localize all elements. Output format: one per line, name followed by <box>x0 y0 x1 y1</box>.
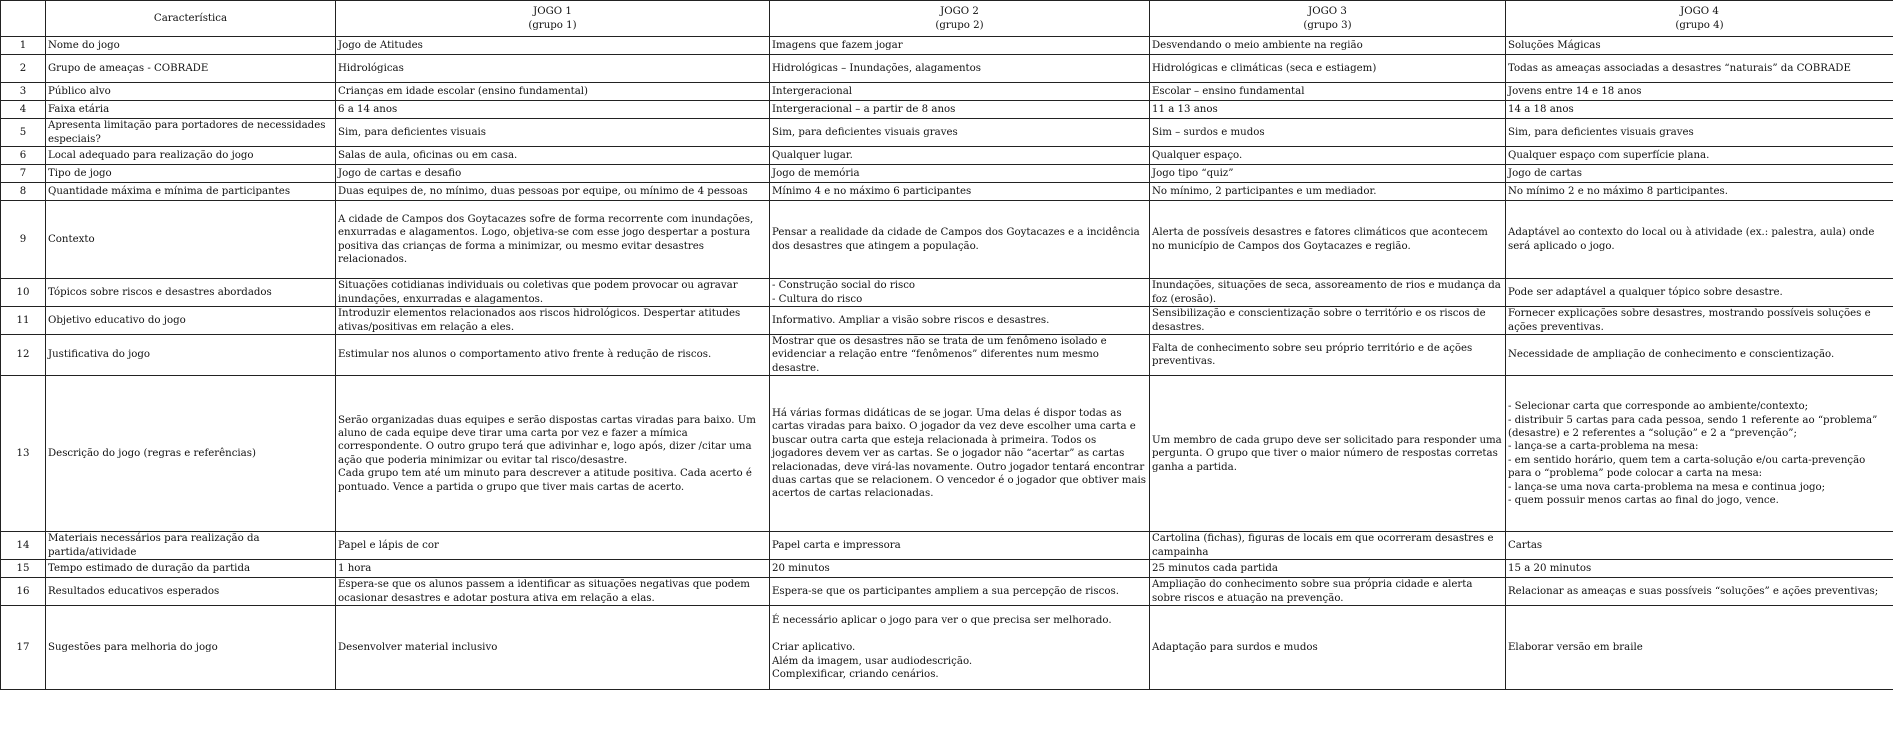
cell-jogo-4: Cartas <box>1506 532 1893 560</box>
cell-jogo-2: 20 minutos <box>770 560 1150 578</box>
row-number: 6 <box>1 147 46 165</box>
cell-jogo-2: Mínimo 4 e no máximo 6 participantes <box>770 183 1150 201</box>
row-label: Faixa etária <box>46 101 336 119</box>
cell-jogo-3: Adaptação para surdos e mudos <box>1150 606 1506 690</box>
row-label: Tempo estimado de duração da partida <box>46 560 336 578</box>
row-number: 12 <box>1 335 46 376</box>
row-label: Tipo de jogo <box>46 165 336 183</box>
table-row <box>1 279 1893 307</box>
row-number: 3 <box>1 83 46 101</box>
row-label: Grupo de ameaças - COBRADE <box>46 55 336 83</box>
cell-jogo-1: Espera-se que os alunos passem a identificar as situações negativas que podem ocasionar desastres e adotar postura ativa em relação a elas. <box>336 578 770 606</box>
row-number: 7 <box>1 165 46 183</box>
cell-jogo-2: Papel carta e impressora <box>770 532 1150 560</box>
cell-jogo-2: É necessário aplicar o jogo para ver o que precisa ser melhorado. Criar aplicativo. Além da imagem, usar audiodescrição. Complexificar, criando cenários. <box>770 606 1150 690</box>
table-row <box>1 119 1893 147</box>
table-row <box>1 560 1893 578</box>
cell-jogo-1: A cidade de Campos dos Goytacazes sofre de forma recorrente com inundações, enxurradas e alagamentos. Logo, objetiva-se com esse jogo despertar a postura positiva das crianças de forma a minimizar, ou mesmo evitar desastres relacionados. <box>336 201 770 279</box>
jogo-2-group: (grupo 2) <box>935 19 984 31</box>
cell-jogo-4: Qualquer espaço com superfície plana. <box>1506 147 1893 165</box>
cell-jogo-2: Imagens que fazem jogar <box>770 37 1150 55</box>
cell-jogo-4: No mínimo 2 e no máximo 8 participantes. <box>1506 183 1893 201</box>
cell-jogo-2: Sim, para deficientes visuais graves <box>770 119 1150 147</box>
row-label: Público alvo <box>46 83 336 101</box>
table-row <box>1 307 1893 335</box>
row-label: Contexto <box>46 201 336 279</box>
cell-jogo-4: 15 a 20 minutos <box>1506 560 1893 578</box>
cell-jogo-3: 25 minutos cada partida <box>1150 560 1506 578</box>
cell-jogo-2: Hidrológicas – Inundações, alagamentos <box>770 55 1150 83</box>
header-caracteristica: Característica <box>46 1 336 37</box>
cell-jogo-2: Há várias formas didáticas de se jogar. Uma delas é dispor todas as cartas viradas para baixo. O jogador da vez deve escolher uma carta e buscar outra carta que esteja relacionada à primeira. Todos os jogadores devem ver as cartas. Se o jogador não “acertar” as cartas relacionadas, deve virá-las novamente. Outro jogador tentará encontrar duas cartas que se relacionem. O vencedor é o jogador que obtiver mais acertos de cartas relacionadas. <box>770 376 1150 532</box>
cell-jogo-2: Intergeracional – a partir de 8 anos <box>770 101 1150 119</box>
header-row <box>1 1 1893 37</box>
cell-jogo-1: Serão organizadas duas equipes e serão dispostas cartas viradas para baixo. Um aluno de cada equipe deve tirar uma carta por vez e fazer a mímica correspondente. O outro grupo terá que adivinhar e, logo após, dizer /citar uma ação que poderia minimizar ou evitar tal risco/desastre. Cada grupo tem até um minuto para descrever a atitude positiva. Cada acerto é pontuado. Vence a partida o grupo que tiver mais cartas de acerto. <box>336 376 770 532</box>
cell-jogo-1: Crianças em idade escolar (ensino fundamental) <box>336 83 770 101</box>
table-body <box>1 37 1893 690</box>
cell-jogo-1: Estimular nos alunos o comportamento ativo frente à redução de riscos. <box>336 335 770 376</box>
cell-jogo-3: Inundações, situações de seca, assoreamento de rios e mudança da foz (erosão). <box>1150 279 1506 307</box>
cell-jogo-1: Duas equipes de, no mínimo, duas pessoas por equipe, ou mínimo de 4 pessoas <box>336 183 770 201</box>
header-jogo-4 <box>1506 1 1893 37</box>
row-label: Nome do jogo <box>46 37 336 55</box>
cell-jogo-3: Jogo tipo “quiz” <box>1150 165 1506 183</box>
cell-jogo-3: No mínimo, 2 participantes e um mediador. <box>1150 183 1506 201</box>
header-jogo-3 <box>1150 1 1506 37</box>
cell-jogo-1: Sim, para deficientes visuais <box>336 119 770 147</box>
cell-jogo-2: Intergeracional <box>770 83 1150 101</box>
row-label: Justificativa do jogo <box>46 335 336 376</box>
row-label: Materiais necessários para realização da partida/atividade <box>46 532 336 560</box>
cell-jogo-2: - Construção social do risco - Cultura do risco <box>770 279 1150 307</box>
cell-jogo-4: Soluções Mágicas <box>1506 37 1893 55</box>
cell-jogo-4: Jogo de cartas <box>1506 165 1893 183</box>
cell-jogo-4: Pode ser adaptável a qualquer tópico sobre desastre. <box>1506 279 1893 307</box>
cell-jogo-4: Relacionar as ameaças e suas possíveis “soluções” e ações preventivas; <box>1506 578 1893 606</box>
row-number: 15 <box>1 560 46 578</box>
cell-jogo-2: Jogo de memória <box>770 165 1150 183</box>
table-row <box>1 335 1893 376</box>
cell-jogo-1: Desenvolver material inclusivo <box>336 606 770 690</box>
row-label: Resultados educativos esperados <box>46 578 336 606</box>
cell-jogo-3: 11 a 13 anos <box>1150 101 1506 119</box>
table-row <box>1 165 1893 183</box>
table-row <box>1 376 1893 532</box>
jogo-4-group: (grupo 4) <box>1675 19 1724 31</box>
cell-jogo-3: Hidrológicas e climáticas (seca e estiagem) <box>1150 55 1506 83</box>
table-row <box>1 532 1893 560</box>
row-number: 14 <box>1 532 46 560</box>
table-row <box>1 578 1893 606</box>
cell-jogo-3: Escolar – ensino fundamental <box>1150 83 1506 101</box>
row-number: 2 <box>1 55 46 83</box>
table-row <box>1 83 1893 101</box>
cell-jogo-2: Pensar a realidade da cidade de Campos dos Goytacazes e a incidência dos desastres que atingem a população. <box>770 201 1150 279</box>
cell-jogo-1: Jogo de Atitudes <box>336 37 770 55</box>
row-number: 1 <box>1 37 46 55</box>
row-number: 8 <box>1 183 46 201</box>
row-number: 10 <box>1 279 46 307</box>
cell-jogo-4: Jovens entre 14 e 18 anos <box>1506 83 1893 101</box>
cell-jogo-3: Sim – surdos e mudos <box>1150 119 1506 147</box>
jogo-3-title: JOGO 3 <box>1308 6 1347 18</box>
row-label: Objetivo educativo do jogo <box>46 307 336 335</box>
cell-jogo-1: Jogo de cartas e desafio <box>336 165 770 183</box>
row-number: 13 <box>1 376 46 532</box>
cell-jogo-3: Um membro de cada grupo deve ser solicitado para responder uma pergunta. O grupo que tiver o maior número de respostas corretas ganha a partida. <box>1150 376 1506 532</box>
row-number: 16 <box>1 578 46 606</box>
cell-jogo-2: Informativo. Ampliar a visão sobre riscos e desastres. <box>770 307 1150 335</box>
cell-jogo-1: Situações cotidianas individuais ou coletivas que podem provocar ou agravar inundações, enxurradas e alagamentos. <box>336 279 770 307</box>
row-number: 5 <box>1 119 46 147</box>
cell-jogo-2: Qualquer lugar. <box>770 147 1150 165</box>
row-label: Apresenta limitação para portadores de necessidades especiais? <box>46 119 336 147</box>
cell-jogo-4: Todas as ameaças associadas a desastres “naturais” da COBRADE <box>1506 55 1893 83</box>
table-row <box>1 183 1893 201</box>
row-number: 9 <box>1 201 46 279</box>
cell-jogo-3: Falta de conhecimento sobre seu próprio território e de ações preventivas. <box>1150 335 1506 376</box>
cell-jogo-1: Hidrológicas <box>336 55 770 83</box>
row-number: 11 <box>1 307 46 335</box>
jogo-4-title: JOGO 4 <box>1680 6 1719 18</box>
row-label: Descrição do jogo (regras e referências) <box>46 376 336 532</box>
cell-jogo-3: Qualquer espaço. <box>1150 147 1506 165</box>
header-jogo-2 <box>770 1 1150 37</box>
jogo-2-title: JOGO 2 <box>940 6 979 18</box>
cell-jogo-2: Mostrar que os desastres não se trata de um fenômeno isolado e evidenciar a relação entre “fenômenos” diferentes num mesmo desastre. <box>770 335 1150 376</box>
cell-jogo-4: Necessidade de ampliação de conhecimento e conscientização. <box>1506 335 1893 376</box>
table-row <box>1 101 1893 119</box>
cell-jogo-4: Fornecer explicações sobre desastres, mostrando possíveis soluções e ações preventivas. <box>1506 307 1893 335</box>
table-row <box>1 147 1893 165</box>
header-jogo-1 <box>336 1 770 37</box>
cell-jogo-3: Sensibilização e conscientização sobre o território e os riscos de desastres. <box>1150 307 1506 335</box>
table-row <box>1 201 1893 279</box>
jogo-1-group: (grupo 1) <box>528 19 577 31</box>
cell-jogo-4: - Selecionar carta que corresponde ao ambiente/contexto; - distribuir 5 cartas para cada pessoa, sendo 1 referente ao “problema” (desastre) e 2 referentes a “solução” e 2 a “prevenção”; - lança-se a carta-problema na mesa: - em sentido horário, quem tem a carta-solução e/ou carta-prevenção para o “problema” pode colocar a carta na mesa: - lança-se uma nova carta-problema na mesa e continua jogo; - quem possuir menos cartas ao final do jogo, vence. <box>1506 376 1893 532</box>
cell-jogo-3: Cartolina (fichas), figuras de locais em que ocorreram desastres e campainha <box>1150 532 1506 560</box>
header-number-cell <box>1 1 46 37</box>
row-label: Local adequado para realização do jogo <box>46 147 336 165</box>
table-row <box>1 37 1893 55</box>
cell-jogo-4: Elaborar versão em braile <box>1506 606 1893 690</box>
row-number: 4 <box>1 101 46 119</box>
jogo-1-title: JOGO 1 <box>533 6 572 18</box>
row-label: Tópicos sobre riscos e desastres abordados <box>46 279 336 307</box>
cell-jogo-1: 1 hora <box>336 560 770 578</box>
row-label: Quantidade máxima e mínima de participantes <box>46 183 336 201</box>
cell-jogo-3: Desvendando o meio ambiente na região <box>1150 37 1506 55</box>
cell-jogo-1: Papel e lápis de cor <box>336 532 770 560</box>
table-row <box>1 55 1893 83</box>
cell-jogo-2: Espera-se que os participantes ampliem a sua percepção de riscos. <box>770 578 1150 606</box>
cell-jogo-1: 6 a 14 anos <box>336 101 770 119</box>
cell-jogo-3: Alerta de possíveis desastres e fatores climáticos que acontecem no município de Campos dos Goytacazes e região. <box>1150 201 1506 279</box>
cell-jogo-4: 14 a 18 anos <box>1506 101 1893 119</box>
cell-jogo-4: Sim, para deficientes visuais graves <box>1506 119 1893 147</box>
cell-jogo-3: Ampliação do conhecimento sobre sua própria cidade e alerta sobre riscos e atuação na prevenção. <box>1150 578 1506 606</box>
cell-jogo-1: Salas de aula, oficinas ou em casa. <box>336 147 770 165</box>
jogo-3-group: (grupo 3) <box>1303 19 1352 31</box>
cell-jogo-4: Adaptável ao contexto do local ou à atividade (ex.: palestra, aula) onde será aplicado o jogo. <box>1506 201 1893 279</box>
row-label: Sugestões para melhoria do jogo <box>46 606 336 690</box>
cell-jogo-1: Introduzir elementos relacionados aos riscos hidrológicos. Despertar atitudes ativas/positivas em relação a eles. <box>336 307 770 335</box>
table-row <box>1 606 1893 690</box>
row-number: 17 <box>1 606 46 690</box>
